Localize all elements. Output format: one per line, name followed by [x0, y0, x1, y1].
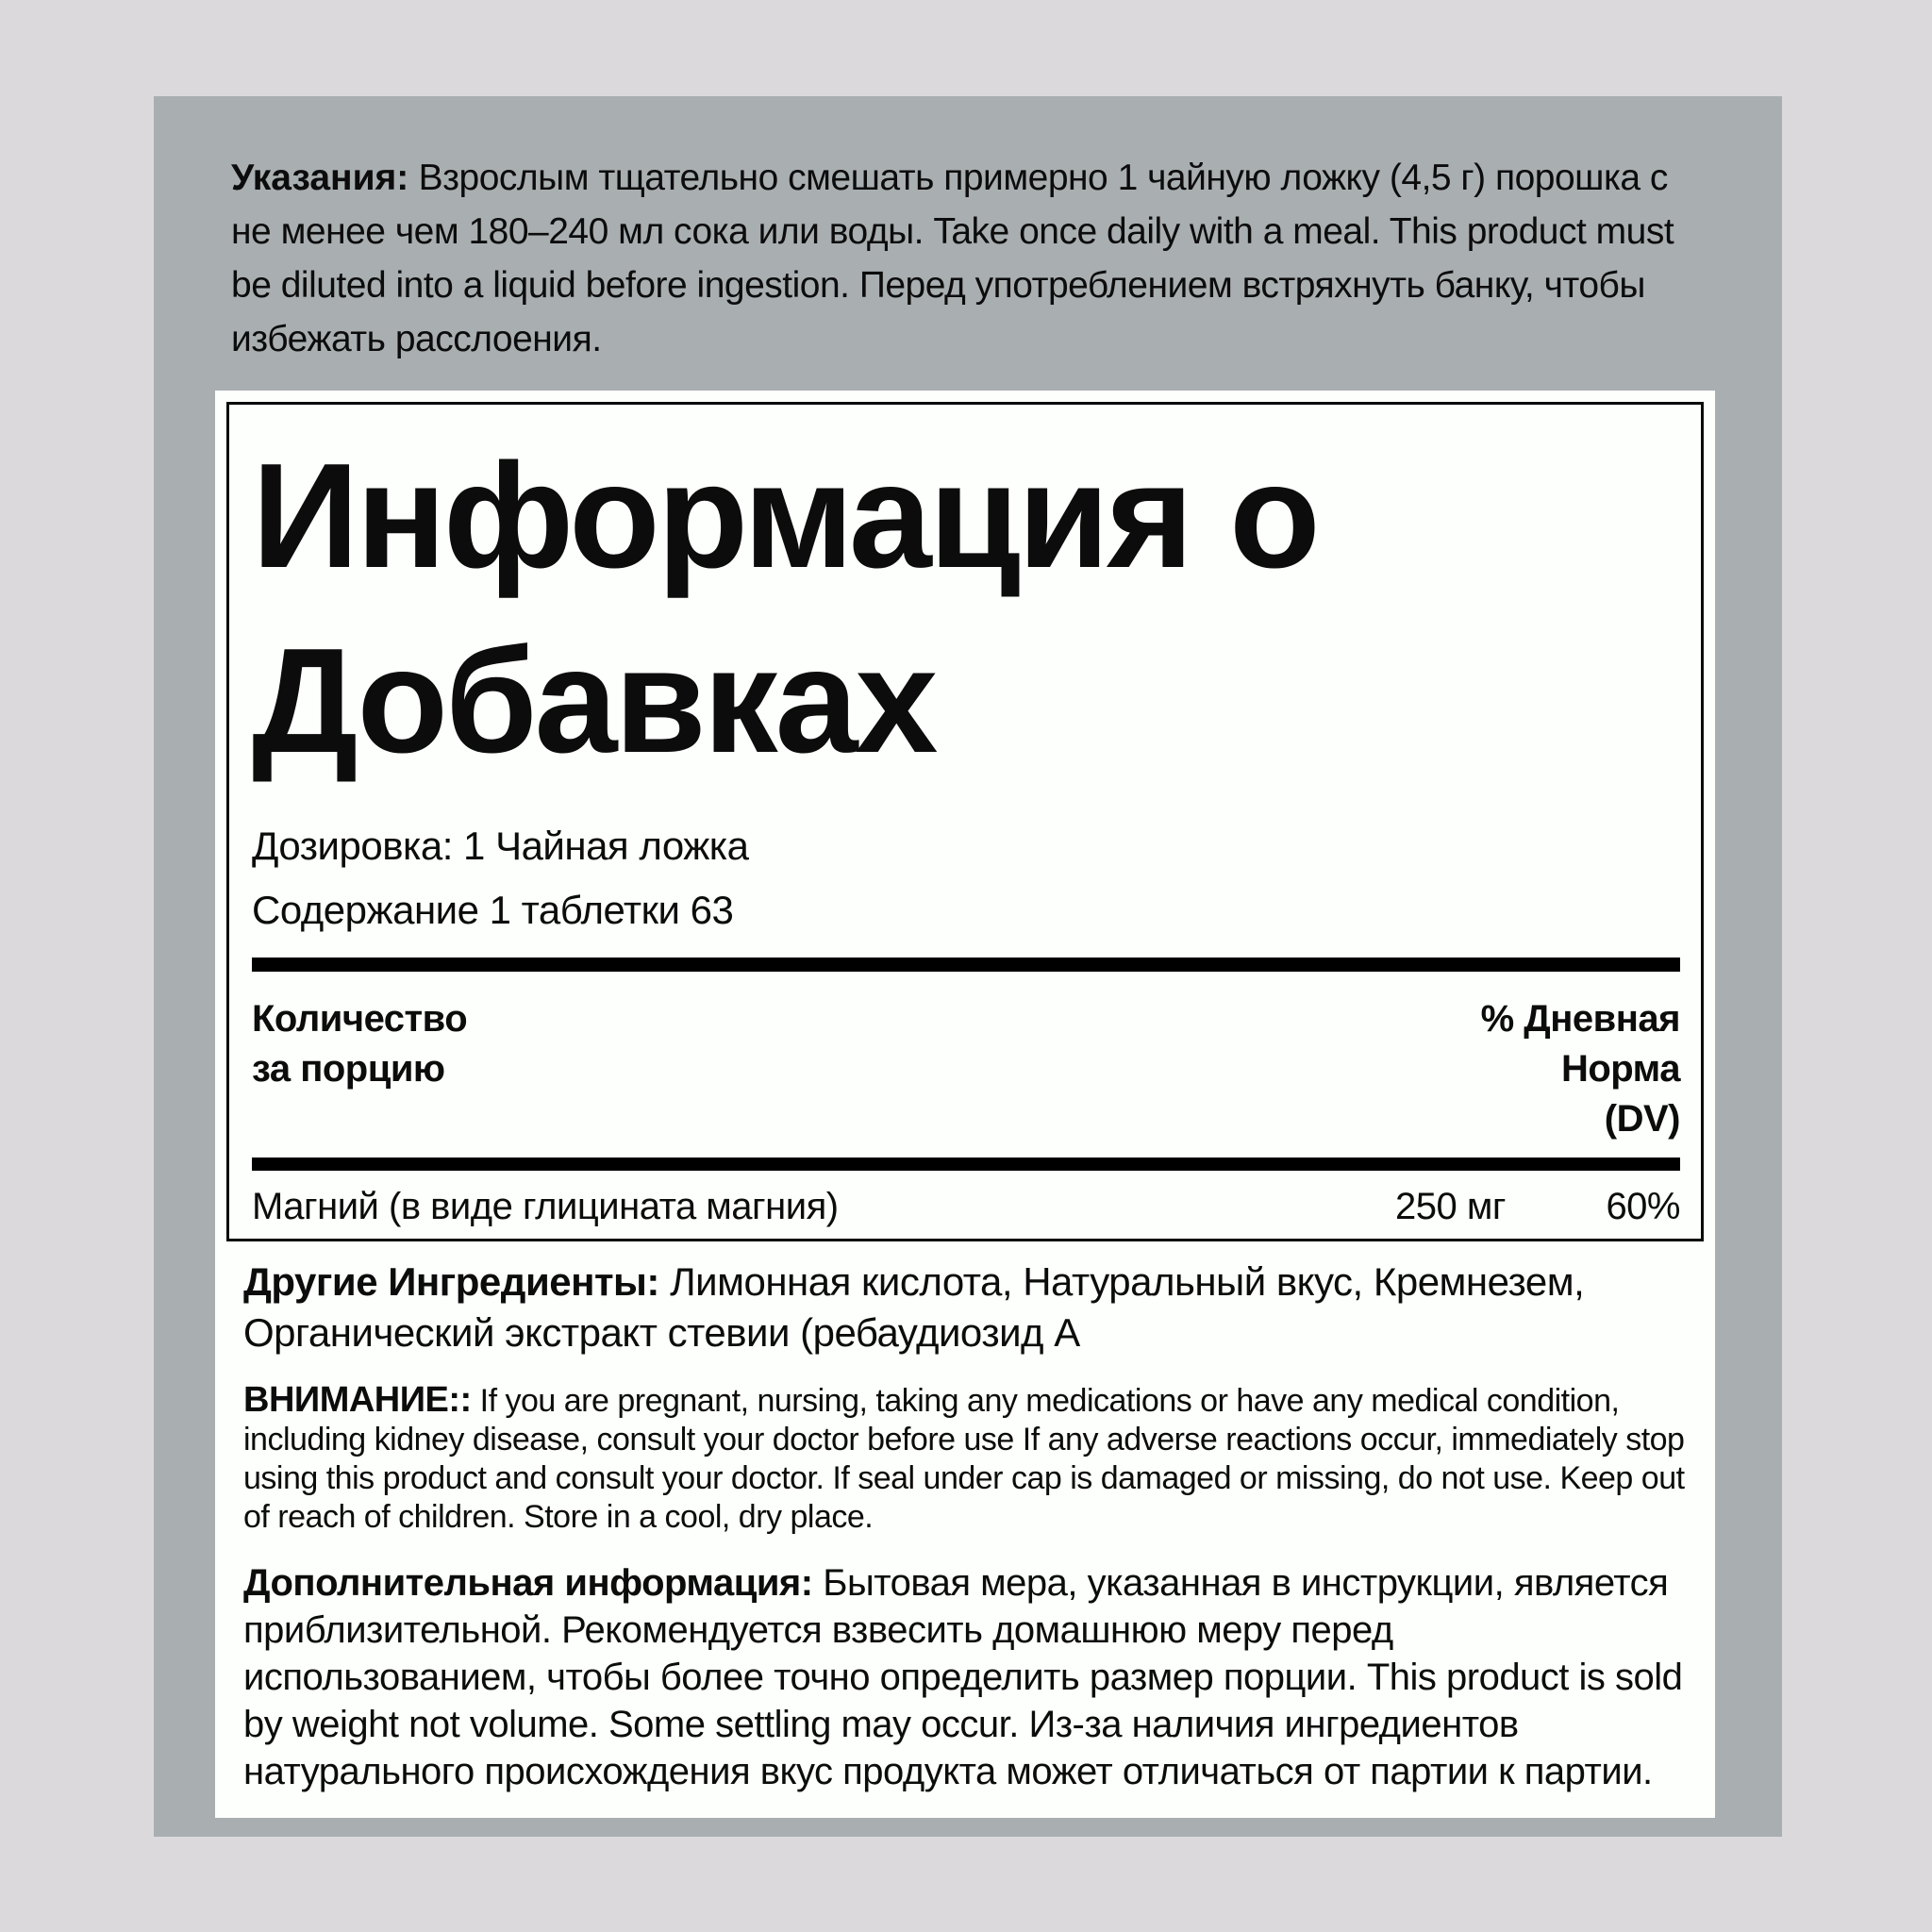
other-ingredients-text: Лимонная кислота, Натуральный вкус, Кремнезем, Органический экстракт стевии (ребаудиозид А — [243, 1259, 1585, 1355]
facts-white-panel — [215, 391, 1715, 1818]
ingredient-dv: 60% — [1606, 1186, 1680, 1227]
amount-header-line1: Количество — [252, 998, 468, 1040]
facts-table-header — [252, 972, 1680, 1158]
facts-title: Информация о Добавках — [252, 433, 1318, 784]
ingredient-name: Магний (в виде глицината магния) — [252, 1186, 839, 1227]
dv-header — [1481, 994, 1680, 1144]
serving-size: Дозировка: 1 Чайная ложка — [252, 824, 749, 868]
dv-header-line1: % Дневная — [1480, 998, 1680, 1040]
other-ingredients-paragraph — [243, 1257, 1685, 1358]
header-divider-bar — [252, 958, 1680, 972]
warning-label: ВНИМАНИЕ:: — [243, 1380, 472, 1420]
directions-text: Взрослым тщательно смешать примерно 1 чайную ложку (4,5 г) порошка с не менее чем 180–240 мл сока или воды. Take once daily with a meal. This product must be diluted into a liquid before ingestion. Перед употреблением встряхнуть банку, чтобы избежать расслоения. — [231, 158, 1674, 359]
supplement-label-card — [154, 96, 1782, 1837]
amount-header-line2: за порцию — [252, 1048, 445, 1090]
ingredient-amount: 250 мг — [1395, 1186, 1506, 1227]
directions-label: Указания: — [231, 158, 409, 198]
other-ingredients-label: Другие Ингредиенты: — [243, 1259, 659, 1304]
warning-paragraph — [243, 1381, 1685, 1537]
additional-info-label: Дополнительная информация: — [243, 1562, 813, 1604]
panel-text-sections — [226, 1241, 1704, 1795]
additional-info-paragraph — [243, 1559, 1685, 1795]
directions-paragraph — [231, 151, 1703, 366]
supplement-facts-box — [226, 402, 1704, 1241]
row-divider-bar — [252, 1158, 1680, 1171]
table-row — [252, 1171, 1680, 1241]
warning-text: If you are pregnant, nursing, taking any medications or have any medical condition, including kidney disease, consult your doctor before use If any adverse reactions occur, immediately stop using this product and consult your doctor. If seal under cap is damaged or missing, do not use. Keep out of reach of children. Store in a cool, dry place. — [243, 1383, 1685, 1535]
servings-per-container: Содержание 1 таблетки 63 — [252, 888, 734, 932]
dv-header-line2: Норма — [1560, 1048, 1680, 1090]
additional-info-text: Бытовая мера, указанная в инструкции, является приблизительной. Рекомендуется взвесить домашнюю меру перед использованием, чтобы более точно определить размер порции. This product is sold by weight not volume. Some settling may occur. Из-за наличия ингредиентов натурального происхождения вкус продукта может отличаться от партии к партии. — [243, 1562, 1683, 1792]
dv-header-line3: (DV) — [1604, 1098, 1680, 1140]
amount-header — [252, 994, 467, 1144]
